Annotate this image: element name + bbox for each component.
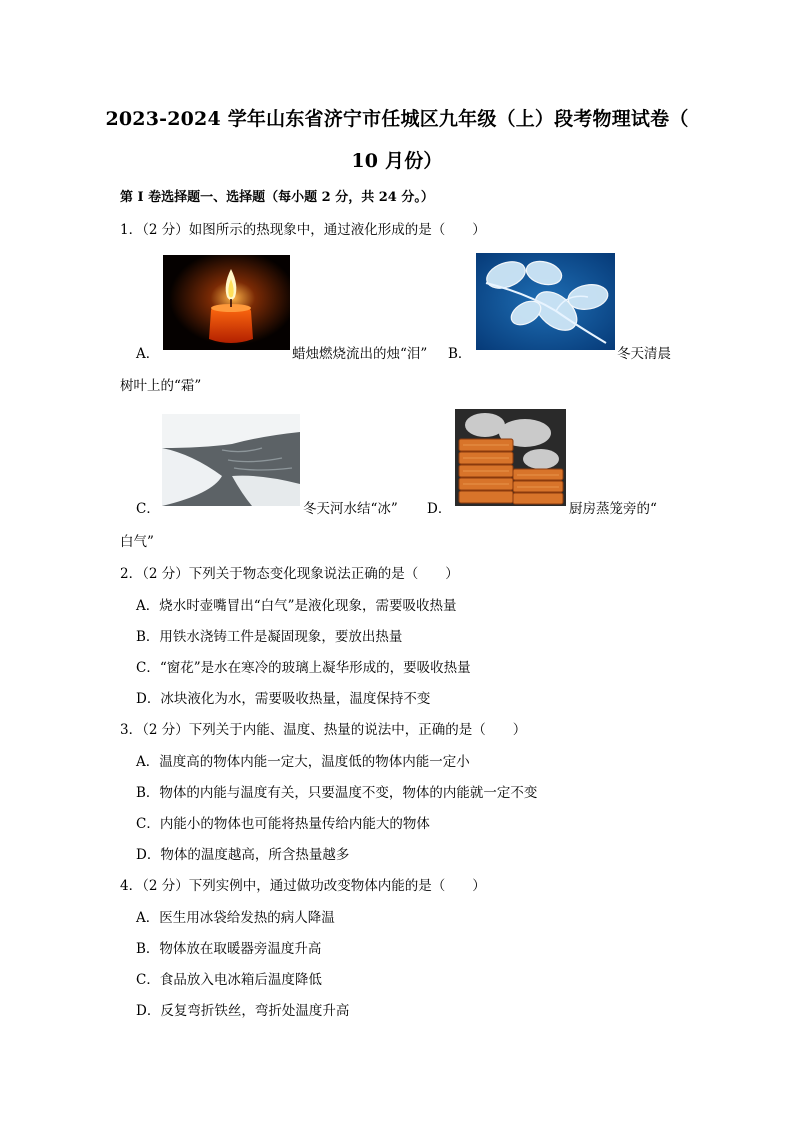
q3-option-a: A．温度高的物体内能一定大，温度低的物体内能一定小 bbox=[136, 754, 470, 770]
q3-option-c: C．内能小的物体也可能将热量传给内能大的物体 bbox=[136, 816, 430, 832]
q1-option-a-letter: A． bbox=[136, 346, 160, 362]
q1-option-d-letter: D． bbox=[427, 501, 452, 517]
q3-option-d: D．物体的温度越高，所含热量越多 bbox=[136, 847, 350, 863]
q3-option-b: B．物体的内能与温度有关，只要温度不变，物体的内能就一定不变 bbox=[136, 785, 538, 801]
section-header: 第 I 卷选择题一、选择题（每小题 2 分，共 24 分。） bbox=[120, 190, 434, 205]
q2-option-a: A．烧水时壶嘴冒出“白气”是液化现象，需要吸收热量 bbox=[136, 598, 457, 614]
steamer-image bbox=[455, 409, 566, 506]
q4-option-a: A．医生用冰袋给发热的病人降温 bbox=[136, 910, 335, 926]
q1-option-a-text: 蜡烛燃烧流出的烛“泪” bbox=[292, 346, 428, 362]
question-1-stem: 1．（2 分）如图所示的热现象中，通过液化形成的是（ ） bbox=[120, 222, 486, 238]
frosted-leaves-image bbox=[476, 253, 615, 350]
question-3-stem: 3．（2 分）下列关于内能、温度、热量的说法中，正确的是（ ） bbox=[120, 722, 527, 738]
candle-image bbox=[163, 255, 290, 350]
q4-option-d: D．反复弯折铁丝，弯折处温度升高 bbox=[136, 1003, 350, 1019]
q4-option-c: C．食品放入电冰箱后温度降低 bbox=[136, 972, 322, 988]
question-4-stem: 4．（2 分）下列实例中，通过做功改变物体内能的是（ ） bbox=[120, 878, 486, 894]
q1-option-d-text: 厨房蒸笼旁的“ bbox=[569, 501, 657, 517]
q4-option-b: B．物体放在取暖器旁温度升高 bbox=[136, 941, 322, 957]
q1-option-b-text-cont: 树叶上的“霜” bbox=[120, 378, 202, 394]
q2-option-d: D．冰块液化为水，需要吸收热量，温度保持不变 bbox=[136, 691, 431, 707]
q1-option-d-text-cont: 白气” bbox=[120, 534, 154, 550]
q1-option-c-text: 冬天河水结“冰” bbox=[303, 501, 398, 517]
q2-option-c: C．“窗花”是水在寒冷的玻璃上凝华形成的，要吸收热量 bbox=[136, 660, 471, 676]
exam-title-line1: 2023-2024 学年山东省济宁市任城区九年级（上）段考物理试卷（ bbox=[105, 108, 689, 130]
exam-title-line2: 10 月份） bbox=[351, 150, 443, 172]
frozen-river-image bbox=[162, 414, 300, 506]
question-2-stem: 2．（2 分）下列关于物态变化现象说法正确的是（ ） bbox=[120, 566, 459, 582]
q1-option-c-letter: C． bbox=[136, 501, 160, 517]
q1-option-b-text: 冬天清晨 bbox=[617, 346, 671, 362]
q2-option-b: B．用铁水浇铸工件是凝固现象，要放出热量 bbox=[136, 629, 403, 645]
q1-option-b-letter: B． bbox=[448, 346, 472, 362]
